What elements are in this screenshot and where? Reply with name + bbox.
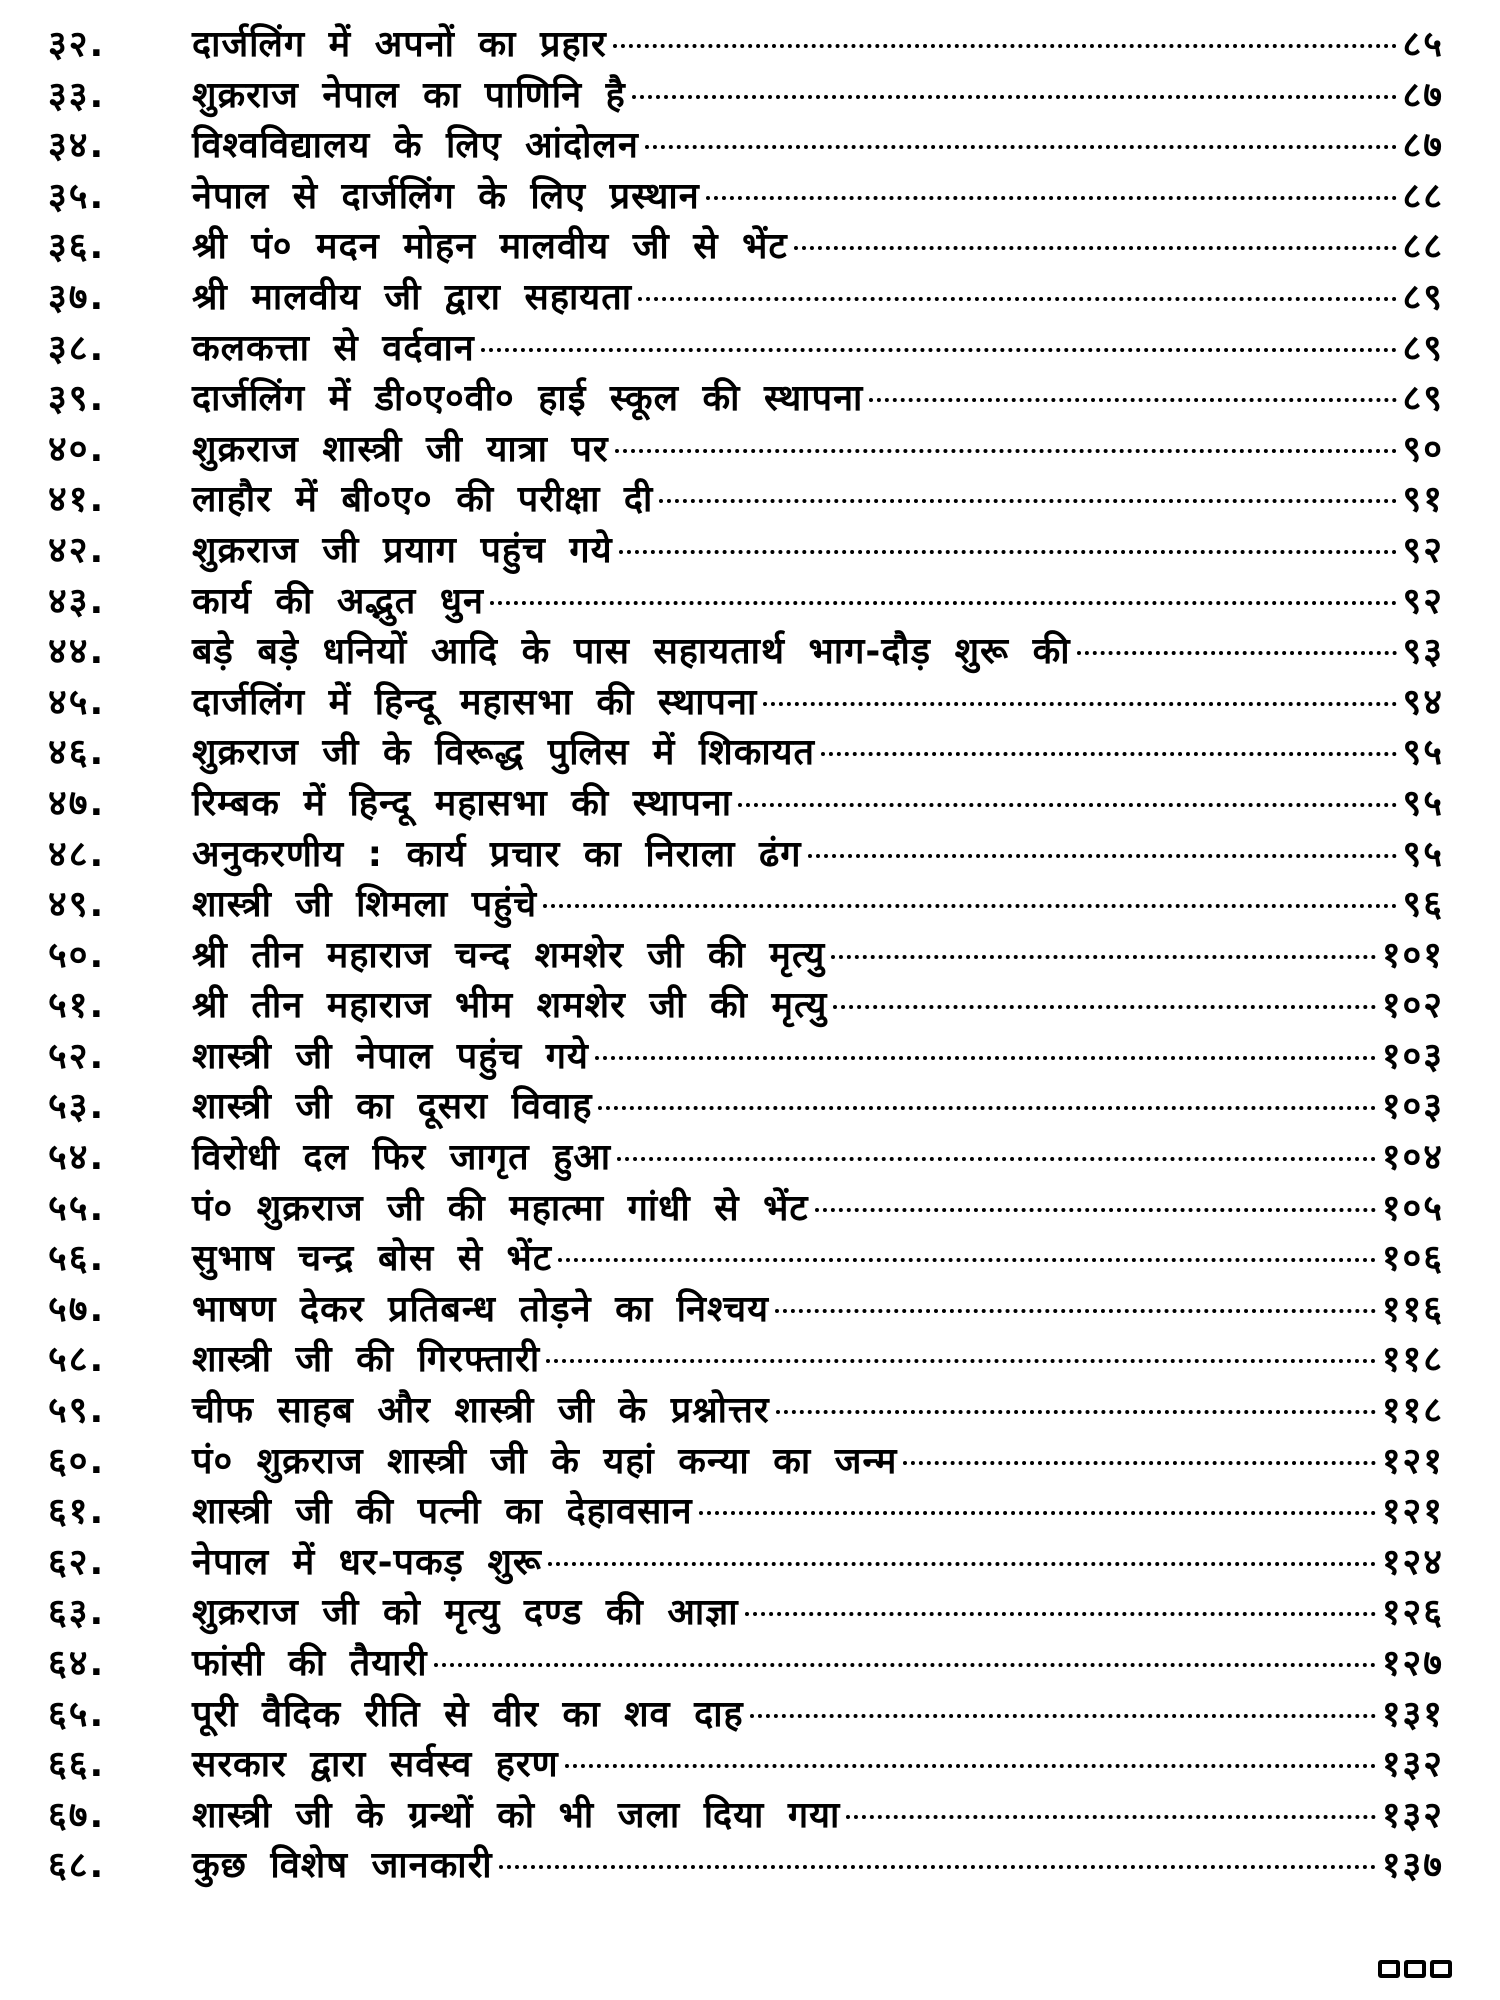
toc-entry-number: ५६.: [48, 1238, 106, 1280]
toc-entry: [48, 20, 1448, 71]
toc-entry-number: ५९.: [48, 1390, 106, 1432]
toc-entry: [48, 1487, 1448, 1538]
toc-entry: [48, 931, 1448, 982]
dot-leader: [846, 1815, 1375, 1819]
toc-entry-title: भाषण देकर प्रतिबन्ध तोड़ने का निश्चय: [192, 1288, 770, 1330]
toc-entry-page: ८७: [1402, 125, 1444, 167]
end-square-icon: [1404, 1960, 1426, 1978]
dot-leader: [632, 95, 1397, 99]
toc-entry-number: ६२.: [48, 1541, 106, 1583]
toc-entry-title: शास्त्री जी का दूसरा विवाह: [192, 1086, 593, 1128]
dot-leader: [815, 1208, 1376, 1212]
toc-entry-page: ९६: [1402, 884, 1444, 926]
toc-entry-page: ९२: [1402, 580, 1444, 622]
toc-entry-number: ५७.: [48, 1288, 106, 1330]
toc-entry: [48, 1285, 1448, 1336]
toc-entry-title: शास्त्री जी की गिरफ्तारी: [192, 1339, 541, 1381]
toc-entry-page: ११६: [1381, 1288, 1444, 1330]
toc-entry-number: ३९.: [48, 378, 106, 420]
dot-leader: [775, 1309, 1376, 1313]
toc-entry-title: फांसी की तैयारी: [192, 1643, 428, 1684]
toc-entry-title: श्री मालवीय जी द्वारा सहायता: [192, 276, 633, 318]
toc-entry-title: शुक्रराज शास्त्री जी यात्रा पर: [192, 428, 609, 470]
toc-entry-number: ३८.: [48, 327, 106, 369]
toc-entry-number: ३३.: [48, 74, 106, 116]
toc-entry-page: ११८: [1381, 1339, 1444, 1381]
toc-entry-page: ९५: [1402, 833, 1444, 875]
toc-entry-title: पं० शुक्रराज जी की महात्मा गांधी से भेंट: [192, 1187, 809, 1229]
toc-entry-number: ५०.: [48, 934, 106, 976]
toc-entry-number: ४१.: [48, 479, 106, 521]
toc-entry-number: ६६.: [48, 1744, 106, 1786]
toc-entry: [48, 1639, 1448, 1690]
toc-entry-title: बड़े बड़े धनियों आदि के पास सहायतार्थ भाग-दौड़ शुरू की: [192, 631, 1071, 673]
toc-entry: [48, 981, 1448, 1032]
toc-entry-number: ६४.: [48, 1643, 106, 1684]
toc-entry-title: शुक्रराज जी प्रयाग पहुंच गये: [192, 529, 613, 571]
toc-entry-page: १३२: [1381, 1794, 1444, 1836]
toc-entry-number: ६१.: [48, 1491, 106, 1533]
toc-entry-number: ३४.: [48, 125, 106, 167]
dot-leader: [699, 1511, 1376, 1515]
dot-leader: [763, 702, 1396, 706]
toc-entry-page: १०५: [1381, 1187, 1444, 1229]
toc-entry-page: ८८: [1402, 175, 1444, 217]
toc-entry: [48, 728, 1448, 779]
dot-leader: [598, 1106, 1375, 1110]
toc-entry-page: १०१: [1381, 934, 1444, 976]
dot-leader: [546, 1359, 1376, 1363]
toc-entry-page: १३१: [1381, 1693, 1444, 1735]
toc-entry-number: ५३.: [48, 1086, 106, 1128]
toc-entry-page: ८९: [1402, 327, 1444, 369]
dot-leader: [1077, 651, 1397, 655]
dot-leader: [738, 803, 1396, 807]
toc-entry: [48, 1791, 1448, 1842]
dot-leader: [434, 1663, 1376, 1667]
toc-entry-page: ९५: [1402, 782, 1444, 824]
toc-entry-title: सरकार द्वारा सर्वस्व हरण: [192, 1744, 559, 1786]
toc-entry-page: १०६: [1381, 1238, 1444, 1280]
toc-entry: [48, 1184, 1448, 1235]
toc-entry-number: ३७.: [48, 276, 106, 318]
toc-entry-number: ६५.: [48, 1693, 106, 1735]
toc-entry: [48, 1032, 1448, 1083]
toc-entry-title: नेपाल में धर-पकड़ शुरू: [192, 1541, 542, 1583]
toc-entry: [48, 1335, 1448, 1386]
dot-leader: [499, 1865, 1376, 1869]
dot-leader: [543, 904, 1396, 908]
toc-entry-title: कुछ विशेष जानकारी: [192, 1845, 493, 1887]
toc-entry-number: ४८.: [48, 833, 106, 875]
toc-entry-page: ८८: [1402, 226, 1444, 268]
toc-entry-title: शास्त्री जी नेपाल पहुंच गये: [192, 1035, 589, 1077]
toc-entry-page: १२४: [1381, 1541, 1444, 1583]
toc-entry-page: १०४: [1381, 1137, 1444, 1179]
toc-entry-number: ५८.: [48, 1339, 106, 1381]
toc-entry: [48, 324, 1448, 375]
dot-leader: [595, 1056, 1376, 1060]
toc-entry-title: सुभाष चन्द्र बोस से भेंट: [192, 1238, 553, 1280]
toc-entry-title: दार्जलिंग में हिन्दू महासभा की स्थापना: [192, 681, 758, 723]
toc-entry-title: दार्जलिंग में अपनों का प्रहार: [192, 24, 607, 65]
dot-leader: [745, 1612, 1376, 1616]
toc-entry: [48, 1841, 1448, 1892]
dot-leader: [903, 1461, 1375, 1465]
toc-entry-page: ८९: [1402, 276, 1444, 318]
dot-leader: [808, 854, 1397, 858]
toc-entry: [48, 475, 1448, 526]
toc-entry: [48, 1082, 1448, 1133]
toc-entry-number: ५५.: [48, 1187, 106, 1229]
dot-leader: [776, 1410, 1376, 1414]
toc-entry-number: ६३.: [48, 1592, 106, 1634]
toc-entry-number: ५२.: [48, 1035, 106, 1077]
toc-entry-number: ४७.: [48, 782, 106, 824]
toc-entry-page: १०३: [1381, 1086, 1444, 1128]
toc-entry-number: ६०.: [48, 1440, 106, 1482]
toc-entry: [48, 830, 1448, 881]
toc-entry: [48, 425, 1448, 476]
toc-entry: [48, 1538, 1448, 1589]
toc-entry-page: ११८: [1381, 1390, 1444, 1432]
toc-entry-number: ४०.: [48, 428, 106, 470]
toc-entry: [48, 678, 1448, 729]
toc-entry-title: शास्त्री जी की पत्नी का देहावसान: [192, 1491, 693, 1533]
dot-leader: [821, 752, 1396, 756]
dot-leader: [558, 1258, 1376, 1262]
toc-entry: [48, 222, 1448, 273]
dot-leader: [638, 297, 1397, 301]
toc-entry-page: ९१: [1402, 479, 1444, 521]
toc-entry-number: ४४.: [48, 631, 106, 673]
toc-entry-title: विश्वविद्यालय के लिए आंदोलन: [192, 125, 639, 167]
toc-entry-page: १२१: [1381, 1491, 1444, 1533]
toc-entry-title: कार्य की अद्भुत धुन: [192, 580, 484, 622]
toc-entry-page: ९०: [1402, 428, 1444, 470]
toc-entry-page: ९४: [1402, 681, 1444, 723]
toc-entry-number: ५४.: [48, 1137, 106, 1179]
dot-leader: [481, 348, 1397, 352]
table-of-contents: [48, 20, 1448, 1892]
toc-entry: [48, 121, 1448, 172]
dot-leader: [619, 550, 1397, 554]
toc-entry-page: १३२: [1381, 1744, 1444, 1786]
toc-entry-title: शुक्रराज जी को मृत्यु दण्ड की आज्ञा: [192, 1592, 739, 1634]
end-square-icon: [1430, 1960, 1452, 1978]
dot-leader: [613, 44, 1397, 48]
dot-leader: [490, 601, 1397, 605]
dot-leader: [659, 499, 1396, 503]
toc-entry-number: ४५.: [48, 681, 106, 723]
toc-entry-number: ३५.: [48, 175, 106, 217]
dot-leader: [615, 449, 1397, 453]
toc-entry: [48, 273, 1448, 324]
toc-entry-page: १०२: [1381, 985, 1444, 1027]
toc-entry-page: ९३: [1402, 631, 1444, 673]
toc-entry-title: नेपाल से दार्जलिंग के लिए प्रस्थान: [192, 175, 700, 217]
toc-entry-number: ६७.: [48, 1794, 106, 1836]
dot-leader: [645, 145, 1397, 149]
toc-entry: [48, 526, 1448, 577]
dot-leader: [565, 1764, 1376, 1768]
toc-entry-title: विरोधी दल फिर जागृत हुआ: [192, 1137, 612, 1179]
toc-entry-title: पूरी वैदिक रीति से वीर का शव दाह: [192, 1693, 744, 1735]
toc-entry-title: श्री तीन महाराज भीम शमशेर जी की मृत्यु: [192, 985, 828, 1027]
toc-entry-number: ४९.: [48, 884, 106, 926]
dot-leader: [831, 955, 1376, 959]
toc-entry: [48, 1437, 1448, 1488]
toc-entry-title: रिम्बक में हिन्दू महासभा की स्थापना: [192, 782, 733, 824]
toc-entry: [48, 880, 1448, 931]
toc-entry: [48, 1234, 1448, 1285]
toc-entry-page: १२७: [1381, 1643, 1444, 1684]
toc-entry-number: ४३.: [48, 580, 106, 622]
toc-entry-page: ८७: [1402, 74, 1444, 116]
toc-entry-title: शास्त्री जी के ग्रन्थों को भी जला दिया गया: [192, 1794, 841, 1836]
toc-entry-number: ३२.: [48, 24, 106, 65]
toc-entry-title: अनुकरणीय : कार्य प्रचार का निराला ढंग: [192, 833, 802, 875]
toc-entry: [48, 627, 1448, 678]
toc-entry-page: ९५: [1402, 732, 1444, 774]
end-square-icon: [1378, 1960, 1400, 1978]
toc-entry: [48, 172, 1448, 223]
toc-entry-title: शास्त्री जी शिमला पहुंचे: [192, 884, 538, 926]
toc-entry-number: ४६.: [48, 732, 106, 774]
toc-entry-page: ८९: [1402, 378, 1444, 420]
toc-entry-page: ९२: [1402, 529, 1444, 571]
dot-leader: [706, 196, 1397, 200]
end-marks: [1378, 1960, 1452, 1978]
toc-entry: [48, 577, 1448, 628]
toc-entry-page: १२१: [1381, 1440, 1444, 1482]
toc-entry: [48, 1386, 1448, 1437]
toc-entry-title: शुक्रराज नेपाल का पाणिनि है: [192, 74, 626, 116]
toc-entry-page: १०३: [1381, 1035, 1444, 1077]
toc-entry-number: ६८.: [48, 1845, 106, 1887]
toc-entry-title: पं० शुक्रराज शास्त्री जी के यहां कन्या का जन्म: [192, 1440, 898, 1482]
toc-entry: [48, 1690, 1448, 1741]
dot-leader: [794, 246, 1397, 250]
toc-entry: [48, 1588, 1448, 1639]
toc-entry-number: ४२.: [48, 529, 106, 571]
toc-entry-title: कलकत्ता से वर्दवान: [192, 327, 475, 369]
toc-entry: [48, 71, 1448, 122]
dot-leader: [617, 1157, 1376, 1161]
toc-entry-number: ३६.: [48, 226, 106, 268]
dot-leader: [750, 1714, 1376, 1718]
toc-entry: [48, 779, 1448, 830]
dot-leader: [548, 1562, 1376, 1566]
toc-entry-title: चीफ साहब और शास्त्री जी के प्रश्नोत्तर: [192, 1390, 770, 1432]
dot-leader: [869, 398, 1396, 402]
toc-entry-title: शुक्रराज जी के विरूद्ध पुलिस में शिकायत: [192, 732, 816, 774]
toc-entry: [48, 374, 1448, 425]
toc-entry-page: ८५: [1402, 24, 1444, 65]
toc-entry-title: दार्जलिंग में डी०ए०वी० हाई स्कूल की स्थापना: [192, 378, 864, 420]
toc-entry: [48, 1740, 1448, 1791]
toc-entry-title: लाहौर में बी०ए० की परीक्षा दी: [192, 479, 654, 521]
toc-entry-title: श्री तीन महाराज चन्द शमशेर जी की मृत्यु: [192, 934, 826, 976]
toc-entry-page: १३७: [1381, 1845, 1444, 1887]
toc-entry-title: श्री पं० मदन मोहन मालवीय जी से भेंट: [192, 226, 788, 268]
toc-entry-number: ५१.: [48, 985, 106, 1027]
toc-entry: [48, 1133, 1448, 1184]
dot-leader: [833, 1005, 1376, 1009]
toc-entry-page: १२६: [1381, 1592, 1444, 1634]
